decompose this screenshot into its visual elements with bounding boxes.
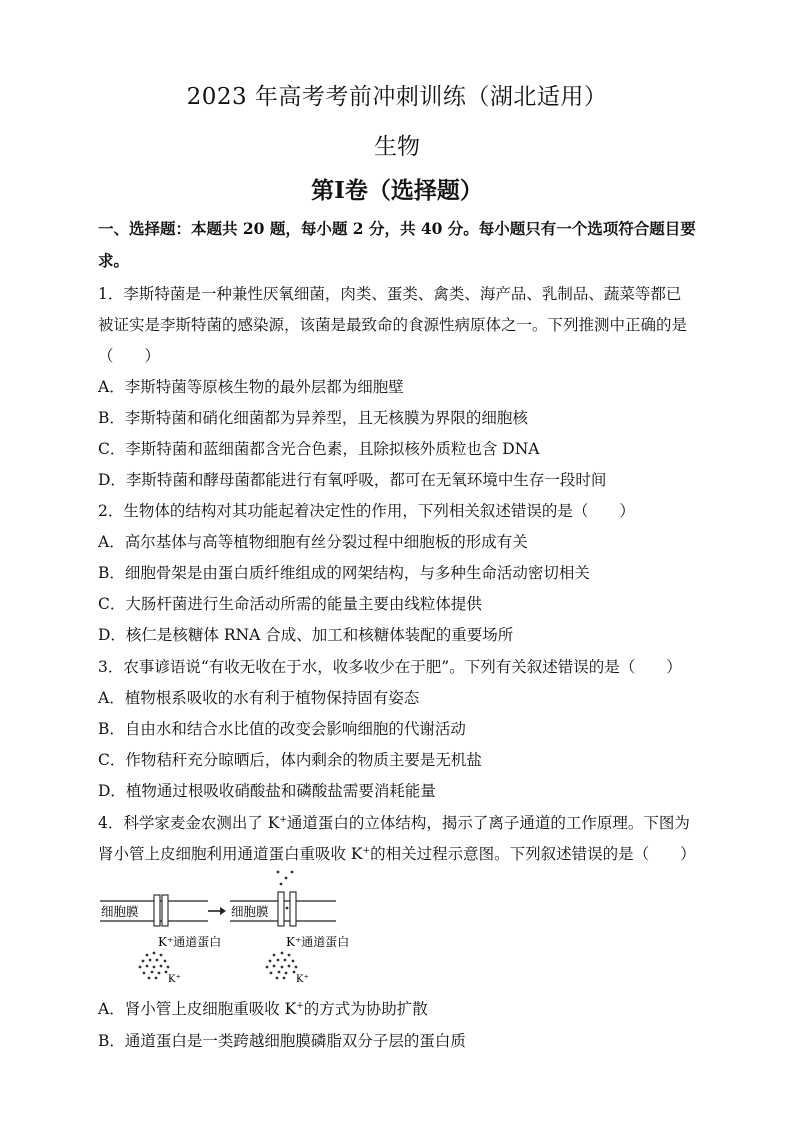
instructions-line-1: 一、选择题：本题共 20 题，每小题 2 分，共 40 分。每小题只有一个选项符合题目要 [98, 219, 696, 238]
q4-stem-line-1: 4．科学家麦金农测出了 K+通道蛋白的立体结构，揭示了离子通道的工作原理。下图为 [98, 814, 690, 832]
channel-protein-left-a [154, 895, 160, 926]
k-ions-left [139, 952, 170, 980]
q2-option-c: C．大肠杆菌进行生命活动所需的能量主要由线粒体提供 [98, 595, 482, 613]
k-channel-diagram [96, 868, 376, 990]
instructions-line-2: 求。 [98, 251, 130, 270]
membrane-label-left: 细胞膜 [101, 904, 139, 919]
q2-option-b: B．细胞骨架是由蛋白质纤维组成的网架结构，与多种生命活动密切相关 [98, 564, 590, 582]
q1-stem-line-3: （ ） [98, 347, 161, 365]
exam-title: 2023 年高考考前冲刺训练（湖北适用） [186, 84, 608, 110]
q2-option-d: D．核仁是核糖体 RNA 合成、加工和核糖体装配的重要场所 [98, 626, 514, 644]
channel-label-left: K⁺通道蛋白 [158, 935, 222, 949]
q3-option-a: A．植物根系吸收的水有利于植物保持固有姿态 [98, 689, 420, 707]
q1-stem-line-1: 1．李斯特菌是一种兼性厌氧细菌，肉类、蛋类、禽类、海产品、乳制品、蔬菜等都已 [98, 285, 682, 303]
channel-protein-left-b [162, 895, 168, 926]
channel-protein-right-b [290, 892, 296, 926]
q3-stem: 3．农事谚语说“有收无收在于水，收多收少在于肥”。下列有关叙述错误的是（ ） [98, 658, 682, 676]
transition-arrow [208, 907, 226, 915]
channel-protein-right-a [278, 892, 284, 926]
ion-label-left: K⁺ [168, 974, 181, 985]
open-channel-panel [230, 871, 349, 985]
q1-option-b: B．李斯特菌和硝化细菌都为异养型，且无核膜为界限的细胞核 [98, 409, 528, 427]
q3-option-b: B．自由水和结合水比值的改变会影响细胞的代谢活动 [98, 720, 466, 738]
q4-stem-line-2: 肾小管上皮细胞利用通道蛋白重吸收 K+的相关过程示意图。下列叙述错误的是（ ） [98, 845, 696, 863]
membrane-label-right: 细胞膜 [231, 904, 269, 919]
subject-title: 生物 [374, 134, 420, 160]
q3-option-c: C．作物秸秆充分晾晒后，体内剩余的物质主要是无机盐 [98, 751, 482, 769]
q4-option-b: B．通道蛋白是一类跨越细胞膜磷脂双分子层的蛋白质 [98, 1032, 466, 1050]
ion-label-right: K⁺ [296, 974, 309, 985]
k-ions-right [266, 952, 298, 980]
q1-stem-line-2: 被证实是李斯特菌的感染源，该菌是最致命的食源性病原体之一。下列推测中正确的是 [98, 316, 688, 334]
q1-option-a: A．李斯特菌等原核生物的最外层都为细胞壁 [98, 378, 404, 396]
q3-option-d: D．植物通过根吸收硝酸盐和磷酸盐需要消耗能量 [98, 782, 436, 800]
q1-option-c: C．李斯特菌和蓝细菌都含光合色素，且除拟核外质粒也含 DNA [98, 440, 540, 458]
q2-option-a: A．高尔基体与高等植物细胞有丝分裂过程中细胞板的形成有关 [98, 533, 528, 551]
q2-stem: 2．生物体的结构对其功能起着决定性的作用，下列相关叙述错误的是（ ） [98, 502, 635, 520]
channel-label-right: K⁺通道蛋白 [286, 935, 350, 949]
closed-channel-panel [100, 895, 221, 985]
section-heading: 第Ⅰ卷（选择题） [311, 177, 483, 204]
q4-option-a: A．肾小管上皮细胞重吸收 K+的方式为协助扩散 [98, 1000, 428, 1018]
q1-option-d: D．李斯特菌和酵母菌都能进行有氧呼吸，都可在无氧环境中生存一段时间 [98, 471, 607, 489]
